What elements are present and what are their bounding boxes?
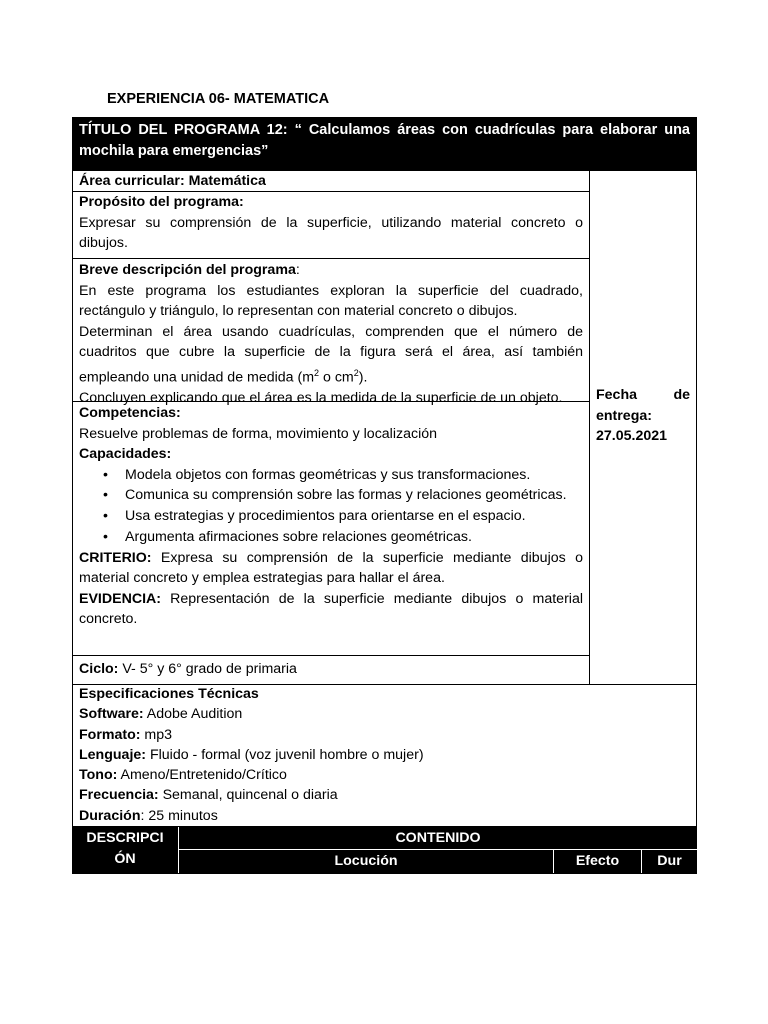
contenido-table-header bbox=[72, 827, 697, 873]
descripcion-p3: Concluyen explicando que el área es la medida de la superficie de un objeto. bbox=[79, 389, 563, 406]
ciclo-value: V- 5° y 6° grado de primaria bbox=[118, 661, 297, 677]
spec-software: Software: Adobe Audition bbox=[79, 706, 243, 723]
specs-title: Especificaciones Técnicas bbox=[79, 686, 259, 702]
capacidades-label: Capacidades: bbox=[79, 446, 172, 462]
spec-formato: Formato: mp3 bbox=[79, 726, 173, 743]
capacidades-list bbox=[79, 465, 583, 548]
list-item: • Comunica su comprensión sobre las formas y relaciones geométricas. bbox=[125, 485, 583, 506]
ciclo-row bbox=[73, 656, 589, 684]
fecha-date: 27.05.2021 bbox=[596, 428, 668, 444]
especificaciones-tecnicas bbox=[73, 684, 696, 826]
spec-frecuencia: Frecuencia: Semanal, quincenal o diaria bbox=[79, 787, 338, 804]
list-item: • Argumenta afirmaciones sobre relaciones geométricas. bbox=[125, 527, 583, 548]
spec-lenguaje: Lenguaje: Fluido - formal (voz juvenil hombre o mujer) bbox=[79, 746, 424, 763]
contenido-header: CONTENIDO bbox=[179, 827, 697, 849]
fecha-entrega: Fecha de entrega: 27.05.2021 bbox=[596, 385, 690, 447]
dur-header: Dur bbox=[642, 850, 697, 873]
proposito-row bbox=[73, 192, 589, 259]
list-item: • Modela objetos con formas geométricas y sus transformaciones. bbox=[125, 465, 583, 486]
fecha-column bbox=[590, 171, 696, 684]
table-divider bbox=[72, 873, 697, 874]
descripcion-p1: En este programa los estudiantes exploran la superficie del cuadrado, rectángulo y triángulo, lo representan con material concreto o dibujos. bbox=[79, 282, 583, 319]
descripcion-header: DESCRIPCI ÓN bbox=[72, 827, 178, 873]
spec-duracion: Duración: 25 minutos bbox=[79, 807, 218, 824]
efecto-header: Efecto bbox=[554, 850, 641, 873]
criterio-text: CRITERIO: Expresa su comprensión de la superficie mediante dibujos o material concreto y emplea estrategias para hallar el área. bbox=[79, 549, 583, 587]
competencias-label: Competencias: bbox=[79, 405, 181, 421]
descripcion-label: Breve descripción del programa bbox=[79, 262, 296, 278]
list-item: • Usa estrategias y procedimientos para orientarse en el espacio. bbox=[125, 506, 583, 527]
program-sheet bbox=[72, 117, 697, 827]
proposito-label: Propósito del programa: bbox=[79, 194, 244, 210]
document-heading: EXPERIENCIA 06- MATEMATICA bbox=[107, 91, 330, 107]
area-label: Área curricular: bbox=[79, 173, 185, 189]
area-value: Matemática bbox=[188, 173, 266, 189]
competencias-text: Resuelve problemas de forma, movimiento y localización bbox=[79, 425, 437, 442]
area-row bbox=[73, 171, 589, 192]
ciclo-label: Ciclo: bbox=[79, 661, 119, 677]
evidencia-text: EVIDENCIA: Representación de la superficie mediante dibujos o material concreto. bbox=[79, 590, 583, 628]
descripcion-row: Breve descripción del programa: En este programa los estudiantes exploran la superficie del cuadrado, rectángulo y triángulo, lo representan con material concreto o dibujos. Determinan el área usando cuadrículas, comprenden que el número de cuadritos que cubre la superficie de la figura será el área, así también empleando una unidad de medida ($m^2$ o $cm^2$). Concluyen explicando que el área es la medida de la superficie de un objeto. bbox=[73, 259, 589, 402]
spec-tono: Tono: Ameno/Entretenido/Crítico bbox=[79, 767, 287, 784]
program-title: TÍTULO DEL PROGRAMA 12: “ Calculamos áreas con cuadrículas para elaborar una mochila para emergencias” bbox=[73, 118, 696, 171]
competencias-row bbox=[73, 402, 589, 656]
proposito-text: Expresar su comprensión de la superficie, utilizando material concreto o dibujos. bbox=[79, 214, 583, 251]
locucion-header: Locución bbox=[179, 850, 553, 873]
program-details bbox=[73, 171, 590, 684]
descripcion-p2: Determinan el área usando cuadrículas, comprenden que el número de cuadritos que cubre la superficie de la figura será el área, así también empleando una unidad de medida ($m^2$ o $cm^2$). bbox=[79, 323, 583, 386]
